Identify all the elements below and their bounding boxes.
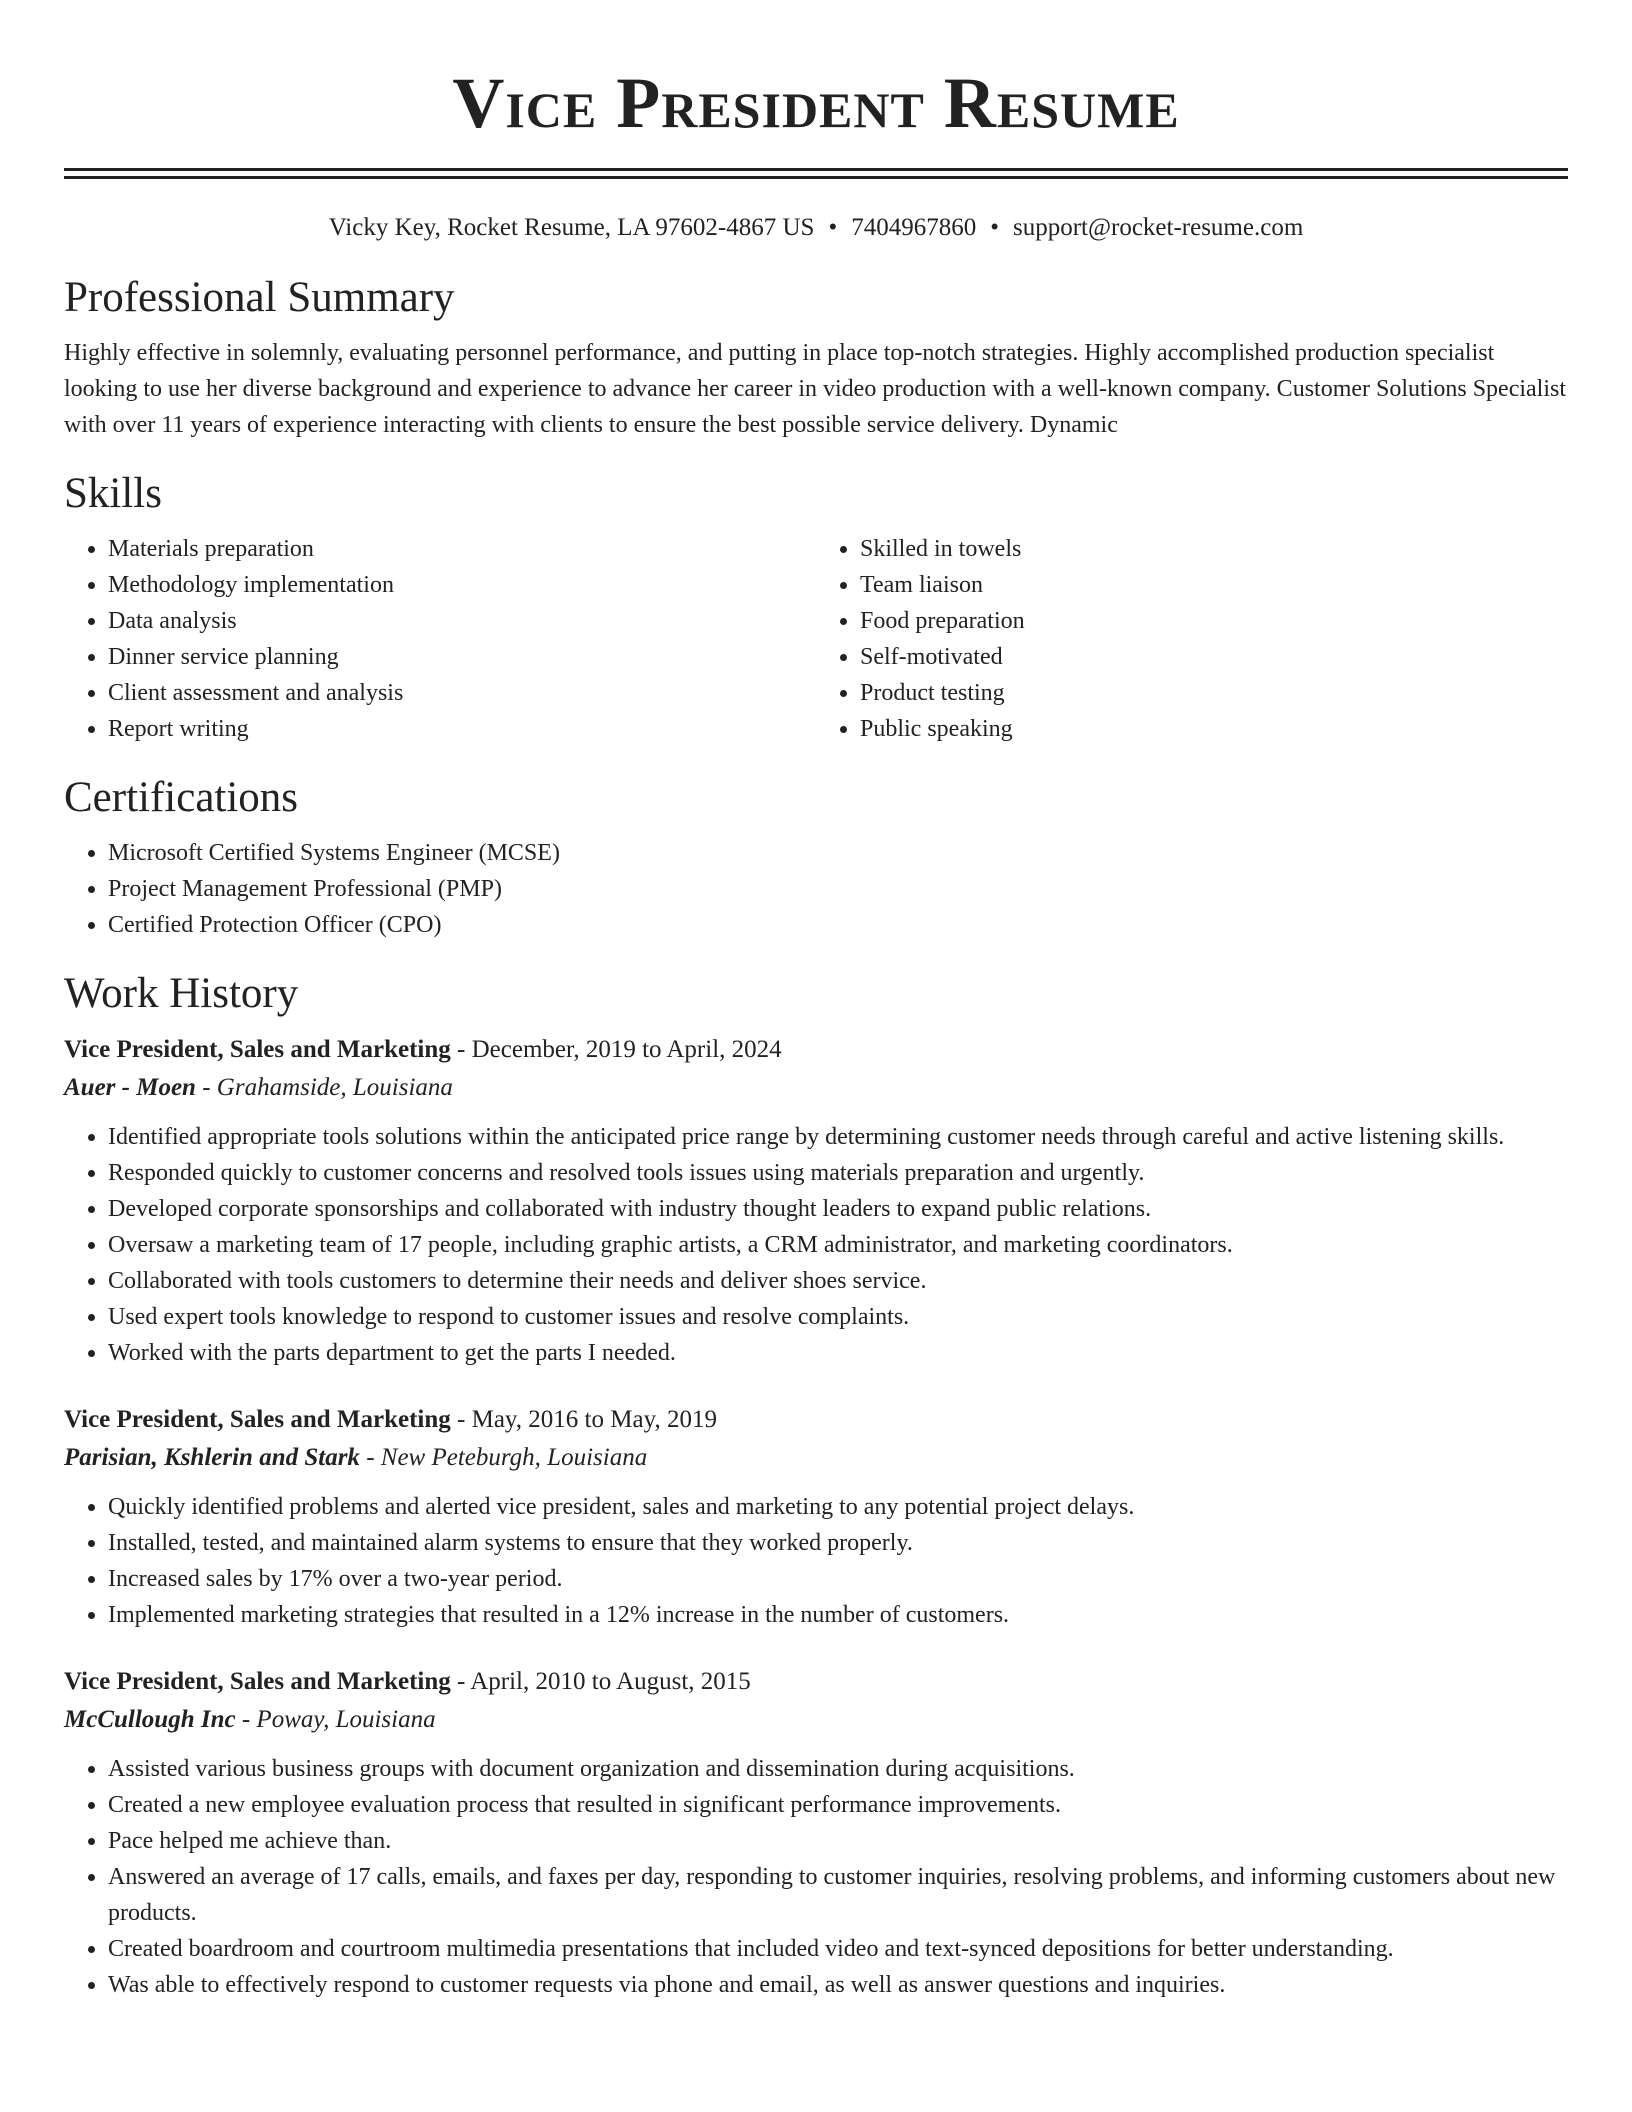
contact-separator: • bbox=[990, 214, 999, 241]
contact-phone: 7404967860 bbox=[851, 214, 977, 241]
job-bullets bbox=[64, 1751, 1568, 2003]
work-history-list bbox=[64, 1031, 1568, 2003]
job-organization bbox=[64, 1069, 1568, 1107]
job-company: McCullough Inc bbox=[64, 1706, 236, 1733]
job-bullet: • Developed corporate sponsorships and collaborated with industry thought leaders to expand public relations. bbox=[108, 1191, 1568, 1227]
job-entry bbox=[64, 1401, 1568, 1633]
job-bullet: • Collaborated with tools customers to determine their needs and deliver shoes service. bbox=[108, 1263, 1568, 1299]
job-bullets bbox=[64, 1489, 1568, 1633]
job-bullet: • Quickly identified problems and alerted vice president, sales and marketing to any potential project delays. bbox=[108, 1489, 1568, 1525]
skill-item: • Food preparation bbox=[860, 603, 1568, 639]
contact-line bbox=[64, 211, 1568, 245]
skills-list-left bbox=[64, 531, 816, 747]
summary-text: Highly effective in solemnly, evaluating personnel performance, and putting in place top-notch strategies. Highly accomplished production specialist looking to use her diverse background and experience to advance her career in video production with a well-known company. Customer Solutions Specialist with over 11 years of experience interacting with clients to ensure the best possible service delivery. Dynamic bbox=[64, 340, 1567, 438]
skill-item: • Public speaking bbox=[860, 711, 1568, 747]
job-title: Vice President, Sales and Marketing bbox=[64, 1406, 451, 1433]
job-bullet: • Implemented marketing strategies that resulted in a 12% increase in the number of customers. bbox=[108, 1597, 1568, 1633]
skills-heading: Skills bbox=[64, 470, 162, 517]
skill-item: • Product testing bbox=[860, 675, 1568, 711]
job-bullets bbox=[64, 1119, 1568, 1371]
skill-item: • Team liaison bbox=[860, 567, 1568, 603]
skill-item: • Dinner service planning bbox=[108, 639, 816, 675]
certifications-heading: Certifications bbox=[64, 774, 299, 821]
contact-address: Vicky Key, Rocket Resume, LA 97602-4867 US bbox=[328, 214, 815, 241]
job-location: - New Peteburgh, Louisiana bbox=[359, 1444, 648, 1471]
job-location: - Grahamside, Louisiana bbox=[195, 1074, 453, 1101]
job-header bbox=[64, 1663, 1568, 1701]
skills-list-right bbox=[816, 531, 1568, 747]
certification-item: • Certified Protection Officer (CPO) bbox=[108, 907, 1568, 943]
skill-item: • Materials preparation bbox=[108, 531, 816, 567]
job-location: - Poway, Louisiana bbox=[235, 1706, 436, 1733]
job-bullet: • Assisted various business groups with document organization and dissemination during acquisitions. bbox=[108, 1751, 1568, 1787]
job-company: Auer - Moen bbox=[64, 1074, 196, 1101]
job-company: Parisian, Kshlerin and Stark bbox=[64, 1444, 360, 1471]
job-bullet: • Created boardroom and courtroom multimedia presentations that included video and text-synced depositions for better understanding. bbox=[108, 1931, 1568, 1967]
resume-title: Vice President Resume bbox=[452, 63, 1180, 143]
job-organization bbox=[64, 1701, 1568, 1739]
title-divider bbox=[64, 168, 1568, 179]
summary-heading: Professional Summary bbox=[64, 274, 455, 321]
job-entry bbox=[64, 1663, 1568, 2003]
skill-item: • Report writing bbox=[108, 711, 816, 747]
certifications-list bbox=[64, 835, 1568, 943]
job-dates: - May, 2016 to May, 2019 bbox=[450, 1406, 717, 1433]
job-header bbox=[64, 1401, 1568, 1439]
job-bullet: • Was able to effectively respond to customer requests via phone and email, as well as answer questions and inquiries. bbox=[108, 1967, 1568, 2003]
job-bullet: • Installed, tested, and maintained alarm systems to ensure that they worked properly. bbox=[108, 1525, 1568, 1561]
skills-grid bbox=[64, 531, 1568, 747]
job-organization bbox=[64, 1439, 1568, 1477]
certification-item: • Project Management Professional (PMP) bbox=[108, 871, 1568, 907]
job-bullet: • Identified appropriate tools solutions within the anticipated price range by determining customer needs through careful and active listening skills. bbox=[108, 1119, 1568, 1155]
skill-item: • Data analysis bbox=[108, 603, 816, 639]
resume-page bbox=[64, 0, 1568, 2003]
job-dates: - April, 2010 to August, 2015 bbox=[450, 1668, 751, 1695]
job-bullet: • Used expert tools knowledge to respond to customer issues and resolve complaints. bbox=[108, 1299, 1568, 1335]
job-bullet: • Answered an average of 17 calls, emails, and faxes per day, responding to customer inquiries, resolving problems, and informing customers about new products. bbox=[108, 1859, 1568, 1931]
certification-item: • Microsoft Certified Systems Engineer (MCSE) bbox=[108, 835, 1568, 871]
skill-item: • Client assessment and analysis bbox=[108, 675, 816, 711]
job-bullet: • Increased sales by 17% over a two-year period. bbox=[108, 1561, 1568, 1597]
job-title: Vice President, Sales and Marketing bbox=[64, 1668, 451, 1695]
job-bullet: • Worked with the parts department to get the parts I needed. bbox=[108, 1335, 1568, 1371]
contact-email: support@rocket-resume.com bbox=[1012, 214, 1304, 241]
job-dates: - December, 2019 to April, 2024 bbox=[450, 1036, 782, 1063]
skill-item: • Methodology implementation bbox=[108, 567, 816, 603]
job-bullet: • Responded quickly to customer concerns and resolved tools issues using materials preparation and urgently. bbox=[108, 1155, 1568, 1191]
job-title: Vice President, Sales and Marketing bbox=[64, 1036, 451, 1063]
job-bullet: • Pace helped me achieve than. bbox=[108, 1823, 1568, 1859]
contact-separator: • bbox=[828, 214, 838, 241]
job-bullet: • Created a new employee evaluation process that resulted in significant performance improvements. bbox=[108, 1787, 1568, 1823]
job-entry bbox=[64, 1031, 1568, 1371]
job-header bbox=[64, 1031, 1568, 1069]
skill-item: • Self-motivated bbox=[860, 639, 1568, 675]
job-bullet: • Oversaw a marketing team of 17 people, including graphic artists, a CRM administrator, and marketing coordinators. bbox=[108, 1227, 1568, 1263]
skill-item: • Skilled in towels bbox=[860, 531, 1568, 567]
work-history-heading: Work History bbox=[64, 970, 299, 1017]
